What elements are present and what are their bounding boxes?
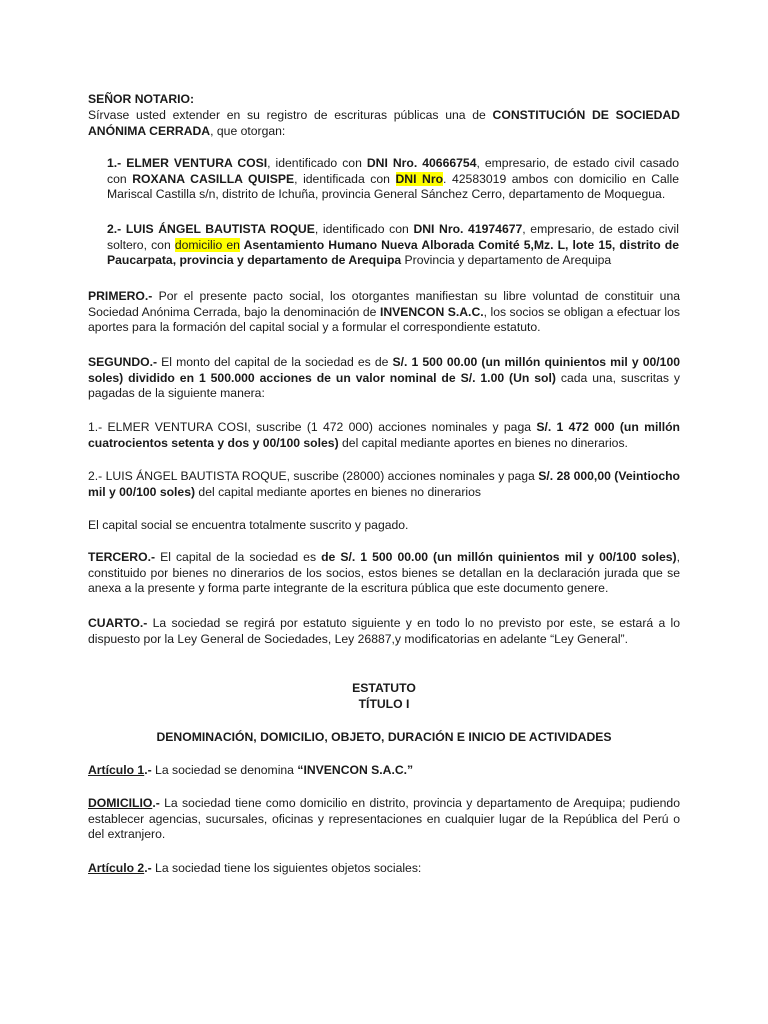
greeting <box>88 92 680 108</box>
estatuto-heading <box>88 681 680 697</box>
primero-text-2: , los socios se obligan a efectuar los aportes para la formación del capital social y a formular el correspondiente estatuto. <box>88 304 681 335</box>
estatuto-heading-text: ESTATUTO <box>352 681 416 695</box>
party-2-domicilio-highlight: domicilio en <box>174 237 240 252</box>
tercero-paragraph <box>88 550 680 597</box>
party-1-text-4: . 42583019 ambos con domicilio en Calle Mariscal Castilla s/n, distrito de Ichuña, provincia General Sánchez Cerro, departamento de Moquegua. <box>107 171 679 202</box>
articulo-2-label: Artículo 2 <box>88 861 145 875</box>
subscription-1-text-2: del capital mediante aportes en bienes no dinerarios. <box>338 435 628 450</box>
domicilio-text: La sociedad tiene como domicilio en distrito, provincia y departamento de Arequipa; pudiendo establecer agencias, sucursales, oficinas y representaciones en cualquier lugar de la República del Perú o del extranjero. <box>88 796 680 842</box>
party-2-text-1: , identificado con <box>314 222 414 236</box>
primero-paragraph <box>88 289 680 336</box>
tercero-bold: de S/. 1 500 00.00 (un millón quinientos mil y 00/100 soles) <box>321 550 677 564</box>
subscription-1-paragraph <box>88 420 680 451</box>
capital-note-text: El capital social se encuentra totalmente suscrito y pagado. <box>88 518 409 532</box>
domicilio-suffix: .- <box>152 796 160 810</box>
party-1-spouse: ROXANA CASILLA QUISPE <box>132 171 295 186</box>
tercero-text-2: , constituido por bienes no dinerarios de los socios, estos bienes se detallan en la declaración jurada que se anexa a la presente y forma parte integrante de la escritura pública que este documento genere. <box>88 550 681 596</box>
segundo-paragraph <box>88 355 680 402</box>
articulo-1-label: Artículo 1 <box>88 763 145 777</box>
party-2-text-2: , empresario, de estado civil soltero, con <box>107 222 679 252</box>
cuarto-paragraph <box>88 616 680 647</box>
primero-company-name: INVENCON S.A.C. <box>379 304 484 319</box>
articulo-2-text: La sociedad tiene los siguientes objetos sociales: <box>151 861 422 875</box>
subscription-2-bold: S/. 28 000,00 (Veintiocho mil y 00/100 soles) <box>88 469 680 499</box>
intro-tail: , que otorgan: <box>210 123 286 138</box>
cuarto-text-1: La sociedad se regirá por estatuto siguiente y en todo lo no previsto por este, se estará a lo dispuesto por la Ley General de Sociedades, Ley 26887,y modificatorias en adelante “Ley General”. <box>88 616 680 646</box>
intro-text: Sírvase usted extender en su registro de escrituras públicas una de <box>88 108 493 122</box>
party-1-text-2: , empresario, de estado civil casado con <box>107 156 679 186</box>
domicilio-label: DOMICILIO <box>88 796 153 810</box>
section-heading-text: DENOMINACIÓN, DOMICILIO, OBJETO, DURACIÓN E INICIO DE ACTIVIDADES <box>156 730 612 744</box>
party-2-text-3: Provincia y departamento de Arequipa <box>401 253 612 268</box>
party-1-dni: DNI Nro. 40666754 <box>366 156 477 170</box>
intro-bold: CONSTITUCIÓN DE SOCIEDAD ANÓNIMA CERRADA <box>88 108 680 138</box>
primero-label: PRIMERO.- <box>88 289 153 303</box>
cuarto-label: CUARTO.- <box>88 616 148 630</box>
subscription-1-bold: S/. 1 472 000 (un millón cuatrocientos setenta y dos y 00/100 soles) <box>88 420 680 450</box>
capital-note <box>88 518 680 534</box>
party-2-address: Asentamiento Humano Nueva Alborada Comité 5,Mz. L, lote 15, distrito de Paucarpata, provincia y departamento de Arequipa <box>107 237 679 268</box>
subscription-1-text-1: 1.- ELMER VENTURA COSI, suscribe (1 472 000) acciones nominales y paga <box>88 420 537 434</box>
subscription-2-paragraph <box>88 469 680 500</box>
segundo-text-1: El monto del capital de la sociedad es de <box>157 355 393 369</box>
articulo-2-paragraph <box>88 861 680 877</box>
intro-paragraph <box>88 108 680 139</box>
party-1-text-1: , identificado con <box>267 156 367 170</box>
articulo-1-company-name: “INVENCON S.A.C.” <box>297 763 414 777</box>
domicilio-paragraph <box>88 796 680 843</box>
subscription-2-text-1: 2.- LUIS ÁNGEL BAUTISTA ROQUE, suscribe (28000) acciones nominales y paga <box>88 469 539 483</box>
primero-text-1: Por el presente pacto social, los otorgantes manifiestan su libre voluntad de constituir una Sociedad Anónima Cerrada, bajo la denominación de <box>88 289 680 319</box>
party-2-dni: DNI Nro. 41974677 <box>413 222 523 236</box>
party-1-label: 1.- ELMER VENTURA COSI <box>107 156 268 170</box>
segundo-text-2: cada una, suscritas y pagadas de la siguiente manera: <box>88 370 680 401</box>
party-1-dni2-highlight: DNI Nro <box>395 171 444 186</box>
titulo-heading <box>88 697 680 713</box>
subscription-2-text-2: del capital mediante aportes en bienes no dinerarios <box>195 484 481 499</box>
tercero-label: TERCERO.- <box>88 550 156 564</box>
section-heading <box>88 730 680 746</box>
party-2-paragraph <box>107 222 679 269</box>
titulo-heading-text: TÍTULO I <box>358 697 410 711</box>
segundo-bold: S/. 1 500 00.00 (un millón quinientos mil y 00/100 soles) dividido en 1 500.000 acciones de un valor nominal de S/. 1.00 (Un sol) <box>88 355 681 385</box>
articulo-1-text: La sociedad se denomina <box>151 763 298 777</box>
articulo-1-paragraph <box>88 763 680 779</box>
party-1-paragraph <box>107 156 679 203</box>
greeting-text: SEÑOR NOTARIO: <box>88 92 195 106</box>
party-2-label: 2.- LUIS ÁNGEL BAUTISTA ROQUE <box>107 222 315 236</box>
tercero-text-1: El capital de la sociedad es <box>155 550 322 564</box>
articulo-1-suffix: .- <box>144 763 152 777</box>
articulo-2-suffix: .- <box>144 861 152 875</box>
segundo-label: SEGUNDO.- <box>88 355 158 369</box>
party-1-text-3: , identificada con <box>294 171 396 186</box>
